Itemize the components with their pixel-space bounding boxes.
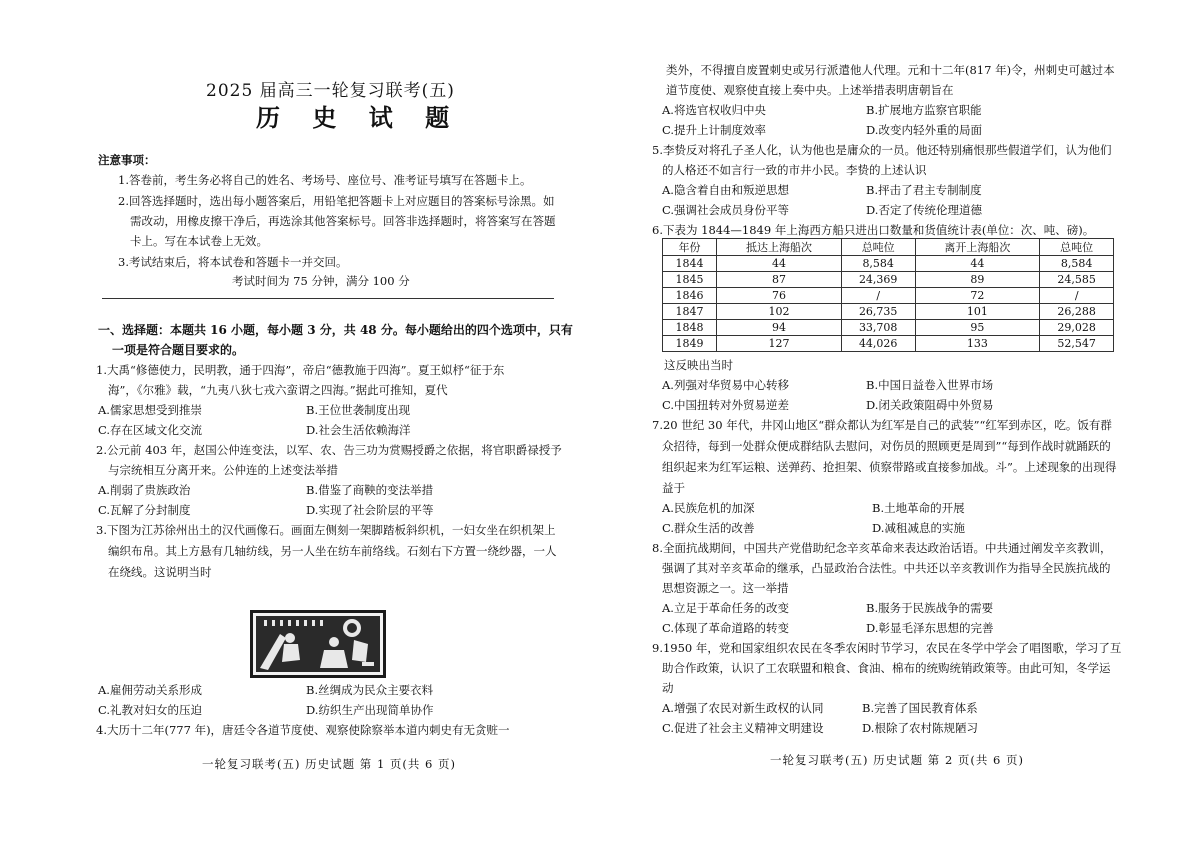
table-cell: 89 <box>915 272 1040 288</box>
option: A.立足于革命任务的改变 <box>662 601 789 615</box>
option: D.实现了社会阶层的平等 <box>306 503 434 517</box>
question-6: 6.下表为 1844—1849 年上海西方船只进出口数量和货值统计表(单位：次、吨、磅)。 <box>652 223 1095 237</box>
table-cell: 72 <box>915 288 1040 304</box>
question-6-stem: 这反映出当时 <box>664 358 733 372</box>
question-5: 的人格还不如言行一致的市井小民。李贽的上述认识 <box>662 163 927 177</box>
table-row <box>663 320 1114 336</box>
question-9: 助合作政策，认识了工农联盟和粮食、食油、棉布的统购统销政策等。由此可知，冬学运 <box>662 661 1111 675</box>
notice-line: 1.答卷前，考生务必将自己的姓名、考场号、座位号、准考证号填写在答题卡上。 <box>118 173 532 187</box>
question-4: 4.大历十二年(777 年)，唐廷令各道节度使、观察使除察举本道内刺史有无贪赃一 <box>96 723 510 737</box>
question-4-cont: 道节度使、观察使直接上奏中央。上述举措表明唐朝旨在 <box>666 83 954 97</box>
table-cell: 1848 <box>663 320 717 336</box>
table-cell: 133 <box>915 336 1040 352</box>
option: D.社会生活依赖海洋 <box>306 423 411 437</box>
option: A.增强了农民对新生政权的认同 <box>662 701 824 715</box>
option: C.促进了社会主义精神文明建设 <box>662 721 824 735</box>
table-row <box>663 304 1114 320</box>
question-4-cont: 类外，不得擅自废置刺史或另行派遣他人代理。元和十二年(817 年)令，州刺史可越过本 <box>666 63 1115 77</box>
option: B.丝绸成为民众主要衣料 <box>306 683 434 697</box>
table-cell: 44 <box>915 256 1040 272</box>
option: B.借鉴了商鞅的变法举措 <box>306 483 434 497</box>
question-2: 与宗统相互分离开来。公仲连的上述变法举措 <box>108 463 338 477</box>
option: D.否定了传统伦理道德 <box>866 203 982 217</box>
option: D.根除了农村陈规陋习 <box>862 721 978 735</box>
option: C.体现了革命道路的转变 <box>662 621 790 635</box>
exam-title: 2025 届高三一轮复习联考(五) <box>206 81 455 101</box>
question-8: 强调了其对辛亥革命的继承，凸显政治合法性。中共还以辛亥教训作为指导全民族抗战的 <box>662 561 1111 575</box>
question-7: 组织起来为红军运粮、送弹药、抢担架、侦察带路或直接参加战。斗”。上述现象的出现得 <box>662 460 1117 474</box>
divider <box>102 298 554 299</box>
question-3: 在绕线。这说明当时 <box>108 565 212 579</box>
option: B.王位世袭制度出现 <box>306 403 411 417</box>
option: D.闭关政策阻碍中外贸易 <box>866 398 994 412</box>
option: B.中国日益卷入世界市场 <box>866 378 994 392</box>
table-cell: / <box>841 288 915 304</box>
option: D.彰显毛泽东思想的完善 <box>866 621 994 635</box>
table-cell: 101 <box>915 304 1040 320</box>
table-header-cell: 离开上海船次 <box>915 239 1040 256</box>
option: D.改变内轻外重的局面 <box>866 123 982 137</box>
table-cell: 29,028 <box>1040 320 1114 336</box>
option: A.儒家思想受到推崇 <box>98 403 202 417</box>
table-cell: 1847 <box>663 304 717 320</box>
question-9: 动 <box>662 681 674 695</box>
question-7: 众招待，每到一处群众便成群结队去慰问，对伤员的照顾更是周到”“每到作战时就踊跃的 <box>662 439 1111 453</box>
table-row <box>663 336 1114 352</box>
table-cell: 94 <box>717 320 842 336</box>
table-row <box>663 256 1114 272</box>
table-cell: 87 <box>717 272 842 288</box>
option: C.强调社会成员身份平等 <box>662 203 790 217</box>
option: A.隐含着自由和叛逆思想 <box>662 183 789 197</box>
option: A.列强对华贸易中心转移 <box>662 378 789 392</box>
table-cell: 8,584 <box>1040 256 1114 272</box>
table-cell: 1849 <box>663 336 717 352</box>
section-heading: 一项是符合题目要求的。 <box>112 343 245 357</box>
table-header-cell: 总吨位 <box>1040 239 1114 256</box>
table-cell: 102 <box>717 304 842 320</box>
question-2: 2.公元前 403 年，赵国公仲连变法，以军、农、告三功为赏赐授爵之依据，将官职爵禄授予 <box>96 443 562 457</box>
table-row <box>663 272 1114 288</box>
page-footer: 一轮复习联考(五) 历史试题 第 2 页(共 6 页) <box>770 753 1025 767</box>
table-cell: 95 <box>915 320 1040 336</box>
shipping-statistics-table <box>662 238 1114 352</box>
question-7: 益于 <box>662 481 685 495</box>
option: D.减租减息的实施 <box>872 521 965 535</box>
option: C.礼教对妇女的压迫 <box>98 703 203 717</box>
question-8: 8.全面抗战期间，中国共产党借助纪念辛亥革命来表达政治话语。中共通过阐发辛亥教训， <box>652 541 1112 555</box>
table-cell: 24,369 <box>841 272 915 288</box>
table-cell: 33,708 <box>841 320 915 336</box>
question-9: 9.1950 年，党和国家组织农民在冬季农闲时节学习，农民在冬学中学会了唱图歌，学习了互 <box>652 641 1122 655</box>
notice-line: 2.回答选择题时，选出每小题答案后，用铅笔把答题卡上对应题目的答案标号涂黑。如 <box>118 194 555 208</box>
option: B.服务于民族战争的需要 <box>866 601 994 615</box>
table-cell: / <box>1040 288 1114 304</box>
table-cell: 44 <box>717 256 842 272</box>
question-8: 思想资源之一。这一举措 <box>662 581 789 595</box>
option: A.削弱了贵族政治 <box>98 483 191 497</box>
notice-heading: 注意事项： <box>98 153 156 167</box>
question-1: 海”，《尔雅》载，“九夷八狄七戎六蛮谓之四海。”据此可推知，夏代 <box>108 383 448 397</box>
notice-line: 需改动，用橡皮擦干净后，再选涂其他答案标号。回答非选择题时，将答案写在答题 <box>130 214 556 228</box>
page-1 <box>96 0 576 848</box>
option: C.瓦解了分封制度 <box>98 503 191 517</box>
option: A.民族危机的加深 <box>662 501 755 515</box>
table-cell: 127 <box>717 336 842 352</box>
table-cell: 26,735 <box>841 304 915 320</box>
notice-line: 卡上。写在本试卷上无效。 <box>130 234 268 248</box>
exam-info: 考试时间为 75 分钟，满分 100 分 <box>232 274 410 288</box>
table-header-cell: 年份 <box>663 239 717 256</box>
option: B.土地革命的开展 <box>872 501 965 515</box>
table-cell: 76 <box>717 288 842 304</box>
table-cell: 1845 <box>663 272 717 288</box>
question-1: 1.大禹“修德使力，民明教，通于四海”，帝启“德教施于四海”。夏王姒杼“征于东 <box>96 363 505 377</box>
option: D.纺织生产出现简单协作 <box>306 703 434 717</box>
question-3: 3.下图为江苏徐州出土的汉代画像石。画面左侧刻一架脚踏板斜织机，一妇女坐在织机架上 <box>96 523 556 537</box>
page-footer: 一轮复习联考(五) 历史试题 第 1 页(共 6 页) <box>202 757 457 771</box>
table-cell: 1844 <box>663 256 717 272</box>
table-row <box>663 288 1114 304</box>
question-3: 编织布帛。其上方悬有几轴纺线，另一人坐在纺车前络线。石刻右下方置一绕纱器，一人 <box>108 544 557 558</box>
exam-subject-title: 历 史 试 题 <box>256 103 462 132</box>
section-heading: 一、选择题：本题共 16 小题，每小题 3 分，共 48 分。每小题给出的四个选项中，只有 <box>98 323 573 337</box>
option: B.扩展地方监察官职能 <box>866 103 982 117</box>
notice-line: 3.考试结束后，将本试卷和答题卡一并交回。 <box>118 255 348 269</box>
question-5: 5.李贽反对将孔子圣人化，认为他也是庸众的一员。他还特别痛恨那些假道学们，认为他们 <box>652 143 1112 157</box>
option: C.中国扭转对外贸易逆差 <box>662 398 790 412</box>
table-cell: 26,288 <box>1040 304 1114 320</box>
option: A.将选官权收归中央 <box>662 103 766 117</box>
table-cell: 8,584 <box>841 256 915 272</box>
question-7: 7.20 世纪 30 年代，井冈山地区“群众都认为红军是自己的武装”“红军到赤区，吃。饭有群 <box>652 418 1112 432</box>
option: C.存在区域文化交流 <box>98 423 203 437</box>
table-cell: 44,026 <box>841 336 915 352</box>
table-cell: 1846 <box>663 288 717 304</box>
option: C.群众生活的改善 <box>662 521 755 535</box>
option: B.完善了国民教育体系 <box>862 701 978 715</box>
option: B.抨击了君主专制制度 <box>866 183 982 197</box>
table-header-cell: 抵达上海船次 <box>717 239 842 256</box>
han-stone-relief-image <box>250 610 386 678</box>
page-2 <box>652 0 1122 848</box>
table-header-row <box>663 239 1114 256</box>
option: C.提升上计制度效率 <box>662 123 767 137</box>
table-cell: 24,585 <box>1040 272 1114 288</box>
table-header-cell: 总吨位 <box>841 239 915 256</box>
table-cell: 52,547 <box>1040 336 1114 352</box>
option: A.雇佣劳动关系形成 <box>98 683 202 697</box>
